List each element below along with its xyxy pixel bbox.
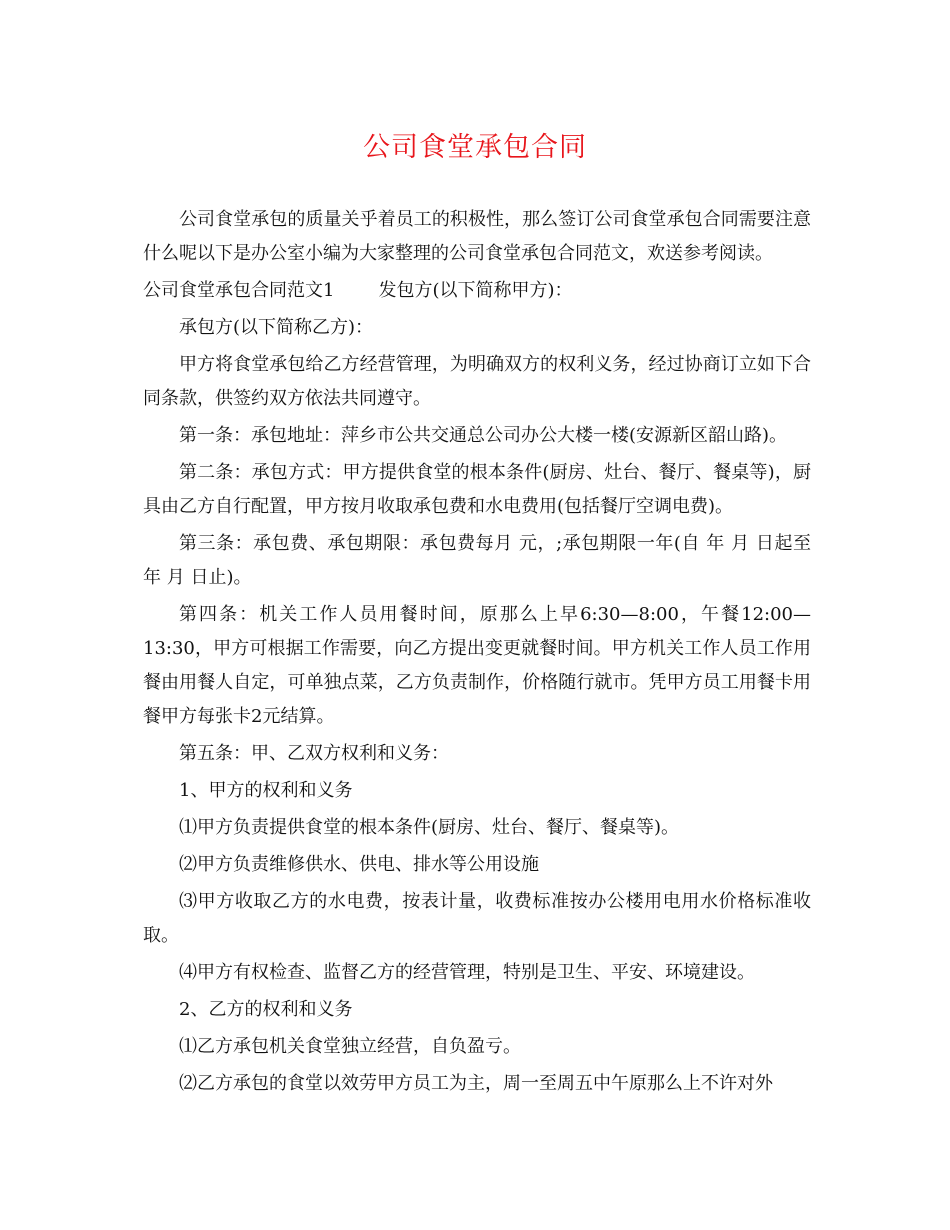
paragraph: ⑴乙方承包机关食堂独立经营，自负盈亏。	[179, 1036, 521, 1057]
paragraph: 第四条：机关工作人员用餐时间，原那么上早6:30—8:00，午餐12:00—13:30，甲方可根据工作需要，向乙方提出变更就餐时间。甲方机关工作人员工作用餐由用餐人自定，可单独点菜，乙方负责制作，价格随行就市。凭甲方员工用餐卡用餐甲方每张卡2元结算。	[143, 604, 811, 727]
paragraph: 第一条：承包地址：萍乡市公共交通总公司办公大楼一楼(安源新区韶山路)。	[179, 425, 788, 446]
document-body	[143, 203, 811, 1104]
paragraph: ⑵甲方负责维修供水、供电、排水等公用设施	[179, 854, 539, 875]
paragraph: ⑴甲方负责提供食堂的根本条件(厨房、灶台、餐厅、餐桌等)。	[179, 817, 680, 838]
paragraph: 承包方(以下简称乙方)：	[179, 317, 374, 338]
paragraph: 第二条：承包方式：甲方提供食堂的根本条件(厨房、灶台、餐厅、餐桌等)，厨具由乙方自行配置，甲方按月收取承包费和水电费用(包括餐厅空调电费)。	[143, 462, 811, 517]
paragraph: 2、乙方的权利和义务	[179, 999, 353, 1020]
paragraph: 第五条：甲、乙双方权利和义务：	[179, 743, 449, 764]
paragraph: ⑶甲方收取乙方的水电费，按表计量，收费标准按办公楼用电用水价格标准收取。	[143, 891, 811, 946]
sample-heading: 公司食堂承包合同范文1	[143, 280, 335, 301]
paragraph: ⑷甲方有权检查、监督乙方的经营管理，特别是卫生、平安、环境建设。	[179, 962, 755, 983]
paragraph: 第三条：承包费、承包期限：承包费每月 元，;承包期限一年(自 年 月 日起至 年 月 日止)。	[143, 533, 811, 588]
paragraph-split-line	[143, 274, 811, 308]
document-title: 公司食堂承包合同	[363, 132, 587, 163]
paragraph: 1、甲方的权利和义务	[179, 780, 353, 801]
paragraph: 公司食堂承包的质量关乎着员工的积极性，那么签订公司食堂承包合同需要注意什么呢以下是办公室小编为大家整理的公司食堂承包合同范文，欢送参考阅读。	[143, 209, 811, 264]
paragraph: 甲方将食堂承包给乙方经营管理，为明确双方的权利义务，经过协商订立如下合同条款，供签约双方依法共同遵守。	[143, 354, 811, 409]
paragraph: ⑵乙方承包的食堂以效劳甲方员工为主，周一至周五中午原那么上不许对外	[179, 1073, 773, 1094]
party-a-label: 发包方(以下简称甲方)：	[378, 280, 573, 301]
